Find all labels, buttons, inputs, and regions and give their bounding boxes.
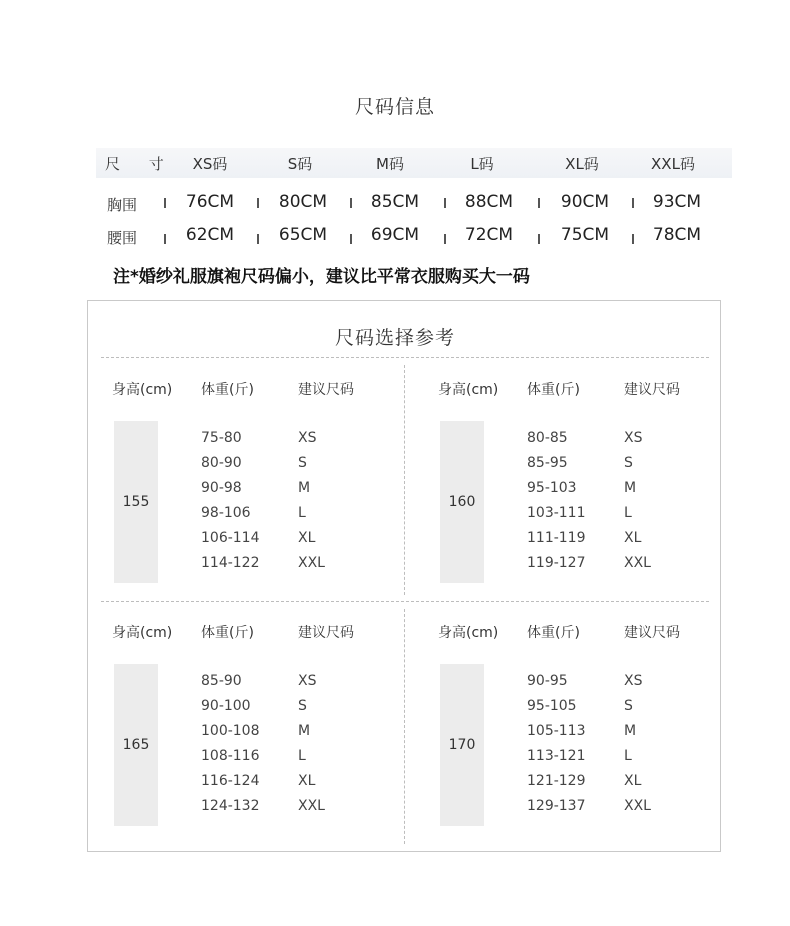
weight-value: 95-105: [527, 698, 577, 714]
waist-l: 72CM: [464, 225, 514, 245]
size-value: XS: [298, 673, 317, 689]
col-height-header: 身高(cm): [438, 625, 499, 641]
size-value: XXL: [624, 798, 651, 814]
size-header-xxl: XXL码: [651, 155, 695, 173]
divider: [404, 365, 405, 595]
size-value: M: [298, 480, 311, 496]
separator: [350, 234, 352, 244]
separator: [444, 198, 446, 208]
col-weight-header: 体重(斤): [527, 382, 580, 398]
separator: [538, 234, 540, 244]
size-header-xs: XS码: [192, 155, 228, 173]
size-value: M: [298, 723, 311, 739]
height-cell-155: 155: [114, 421, 158, 583]
height-cell-160: 160: [440, 421, 484, 583]
size-header-label: 尺 寸: [105, 155, 176, 173]
height-cell-165: 165: [114, 664, 158, 826]
col-size-header: 建议尺码: [624, 625, 680, 641]
weight-value: 121-129: [527, 773, 586, 789]
size-value: M: [624, 723, 637, 739]
waist-xxl: 78CM: [652, 225, 702, 245]
size-value: S: [298, 455, 307, 471]
weight-value: 98-106: [201, 505, 251, 521]
chest-s: 80CM: [278, 192, 328, 212]
size-value: XL: [624, 530, 642, 546]
weight-value: 90-95: [527, 673, 568, 689]
size-value: L: [298, 748, 306, 764]
size-value: XS: [298, 430, 317, 446]
col-weight-header: 体重(斤): [201, 625, 254, 641]
separator: [164, 198, 166, 208]
waist-s: 65CM: [278, 225, 328, 245]
weight-value: 75-80: [201, 430, 242, 446]
separator: [257, 198, 259, 208]
col-weight-header: 体重(斤): [201, 382, 254, 398]
size-value: XXL: [624, 555, 651, 571]
separator: [632, 234, 634, 244]
size-value: XS: [624, 673, 643, 689]
row-label-waist: 腰围: [107, 229, 138, 247]
size-header-s: S码: [287, 155, 313, 173]
divider: [101, 601, 709, 602]
weight-value: 108-116: [201, 748, 260, 764]
chest-l: 88CM: [464, 192, 514, 212]
size-header-l: L码: [470, 155, 494, 173]
chest-xxl: 93CM: [652, 192, 702, 212]
weight-value: 90-100: [201, 698, 251, 714]
col-size-header: 建议尺码: [624, 382, 680, 398]
size-value: S: [624, 455, 633, 471]
separator: [538, 198, 540, 208]
separator: [632, 198, 634, 208]
page-title: 尺码信息: [354, 96, 435, 118]
weight-value: 105-113: [527, 723, 586, 739]
weight-value: 90-98: [201, 480, 242, 496]
weight-value: 129-137: [527, 798, 586, 814]
col-size-header: 建议尺码: [298, 382, 354, 398]
size-header-xl: XL码: [565, 155, 599, 173]
size-value: S: [624, 698, 633, 714]
weight-value: 103-111: [527, 505, 586, 521]
weight-value: 95-103: [527, 480, 577, 496]
col-height-header: 身高(cm): [112, 382, 173, 398]
weight-value: 124-132: [201, 798, 260, 814]
chest-xl: 90CM: [560, 192, 610, 212]
divider: [101, 357, 709, 358]
separator: [350, 198, 352, 208]
row-label-chest: 胸围: [107, 196, 138, 214]
size-value: L: [624, 748, 632, 764]
waist-m: 69CM: [370, 225, 420, 245]
weight-value: 85-90: [201, 673, 242, 689]
weight-value: 113-121: [527, 748, 586, 764]
weight-value: 116-124: [201, 773, 260, 789]
height-cell-170: 170: [440, 664, 484, 826]
waist-xs: 62CM: [185, 225, 235, 245]
weight-value: 119-127: [527, 555, 586, 571]
col-weight-header: 体重(斤): [527, 625, 580, 641]
size-value: L: [624, 505, 632, 521]
col-height-header: 身高(cm): [112, 625, 173, 641]
size-value: XXL: [298, 555, 325, 571]
col-size-header: 建议尺码: [298, 625, 354, 641]
separator: [444, 234, 446, 244]
chest-m: 85CM: [370, 192, 420, 212]
size-value: XXL: [298, 798, 325, 814]
waist-xl: 75CM: [560, 225, 610, 245]
chest-xs: 76CM: [185, 192, 235, 212]
size-note: 注*婚纱礼服旗袍尺码偏小，建议比平常衣服购买大一码: [113, 267, 530, 287]
divider: [404, 609, 405, 844]
reference-title: 尺码选择参考: [334, 327, 455, 349]
col-height-header: 身高(cm): [438, 382, 499, 398]
size-value: XS: [624, 430, 643, 446]
weight-value: 100-108: [201, 723, 260, 739]
size-value: XL: [298, 773, 316, 789]
separator: [164, 234, 166, 244]
weight-value: 106-114: [201, 530, 260, 546]
weight-value: 80-90: [201, 455, 242, 471]
size-value: M: [624, 480, 637, 496]
separator: [257, 234, 259, 244]
weight-value: 114-122: [201, 555, 260, 571]
size-value: XL: [624, 773, 642, 789]
weight-value: 80-85: [527, 430, 568, 446]
weight-value: 85-95: [527, 455, 568, 471]
size-value: XL: [298, 530, 316, 546]
weight-value: 111-119: [527, 530, 586, 546]
size-value: L: [298, 505, 306, 521]
size-header-m: M码: [376, 155, 404, 173]
size-value: S: [298, 698, 307, 714]
